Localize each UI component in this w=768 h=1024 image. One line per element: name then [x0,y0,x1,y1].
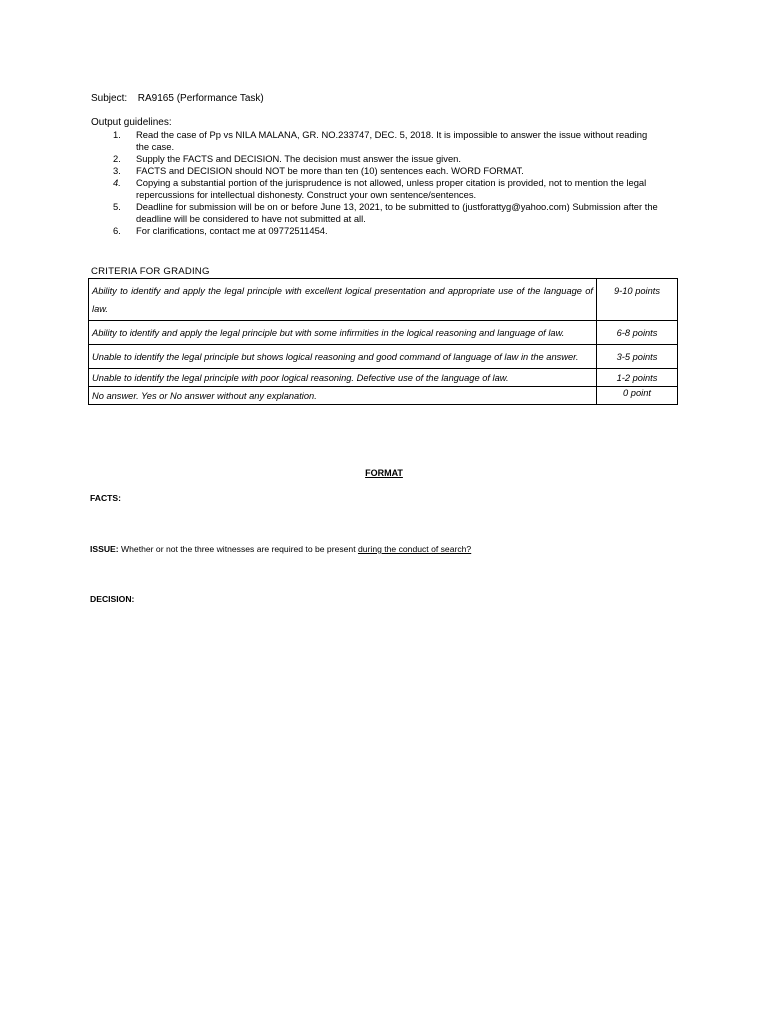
guideline-item [113,129,658,153]
guideline-number: 5. [113,201,121,212]
criteria-points: 3-5 points [597,345,678,369]
format-heading: FORMAT [365,468,403,478]
issue-text: Whether or not the three witnesses are required to be present [118,544,358,554]
guideline-item [113,165,658,177]
subject-label: Subject: [91,93,128,104]
decision-label: DECISION: [90,594,135,604]
guideline-text: Copying a substantial portion of the jurisprudence is not allowed, unless proper citation is provided, not to mention the legal repercussions for intellectual dishonesty. Construct your own sentence/sentences. [136,177,647,200]
criteria-description: Unable to identify the legal principle but shows logical reasoning and good command of language of law in the answer. [89,345,597,369]
issue-label: ISSUE: [90,544,119,554]
subject-value: RA9165 (Performance Task) [137,93,264,104]
criteria-points: 1-2 points [597,369,678,387]
guidelines-title: Output guidelines: [91,117,172,128]
guidelines-list [113,129,658,237]
guideline-number: 4. [113,177,121,188]
criteria-row [89,387,678,405]
criteria-row [89,369,678,387]
criteria-row [89,279,678,321]
criteria-points: 0 point [597,387,678,405]
issue-underlined-text: during the conduct of search? [357,544,472,554]
criteria-points: 9-10 points [597,279,678,321]
criteria-description: No answer. Yes or No answer without any explanation. [89,387,597,405]
criteria-row [89,345,678,369]
guideline-text: For clarifications, contact me at 09772511454. [136,225,328,236]
guideline-item [113,225,658,237]
subject-line [91,93,264,104]
guideline-text: Read the case of Pp vs NILA MALANA, GR. NO.233747, DEC. 5, 2018. It is impossible to answer the issue without reading the case. [136,129,648,152]
criteria-row [89,321,678,345]
criteria-points: 6-8 points [597,321,678,345]
guideline-text: Supply the FACTS and DECISION. The decision must answer the issue given. [136,153,461,164]
guideline-number: 1. [113,129,121,140]
guideline-item [113,177,658,201]
guideline-text: Deadline for submission will be on or before June 13, 2021, to be submitted to (justforattyg@yahoo.com) Submission after the deadline will be considered to have not submitted at all. [136,201,658,224]
guideline-number: 2. [113,153,121,164]
criteria-title: CRITERIA FOR GRADING [91,266,210,277]
facts-label: FACTS: [90,493,122,503]
guideline-item [113,201,658,225]
guideline-item [113,153,658,165]
criteria-description: Ability to identify and apply the legal principle but with some infirmities in the logical reasoning and language of law. [89,321,597,345]
guideline-number: 3. [113,165,121,176]
criteria-table [88,278,678,405]
guideline-text: FACTS and DECISION should NOT be more than ten (10) sentences each. WORD FORMAT. [136,165,524,176]
guideline-number: 6. [113,225,121,236]
criteria-description: Ability to identify and apply the legal principle with excellent logical presentation and appropriate use of the language of law. [89,279,597,321]
issue-line [90,544,471,554]
criteria-description: Unable to identify the legal principle with poor logical reasoning. Defective use of the language of law. [89,369,597,387]
